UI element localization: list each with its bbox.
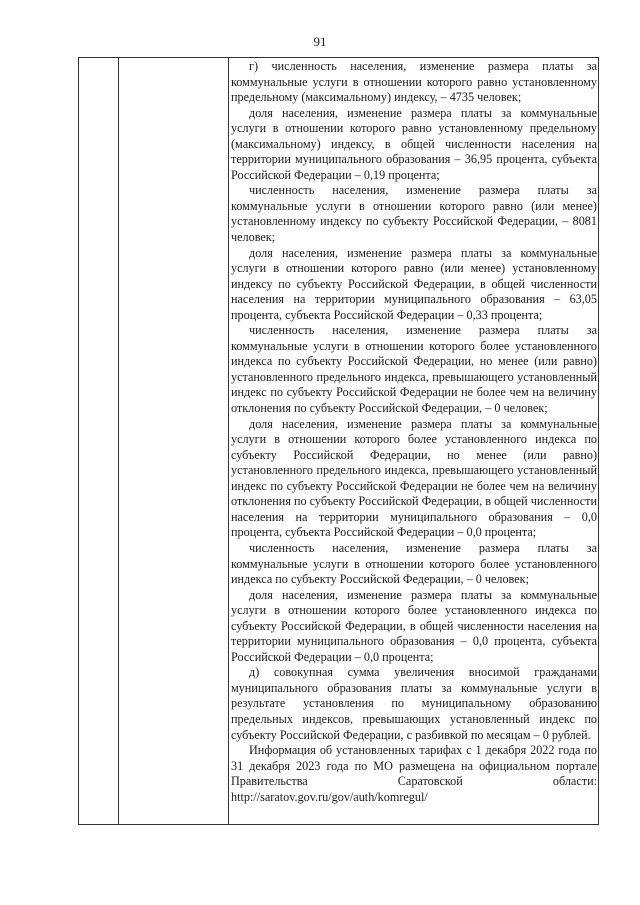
paragraph: численность населения, изменение размера платы за коммунальные услуги в отношении которого более установленного индекса по субъекту Российской Федерации, – 0 человек; — [231, 540, 597, 587]
paragraph: г) численность населения, изменение размера платы за коммунальные услуги в отношении которого равно установленному предельному (максимальному) индексу, – 4735 человек; — [231, 59, 597, 105]
paragraph: д) совокупная сумма увеличения вносимой гражданами муниципального образования платы за коммунальные услуги в результате установления по муниципальному образованию предельных индексов, превышающих установленный индекс по субъекту Российской Федерации, с разбивкой по месяцам – 0 рублей. — [231, 665, 597, 742]
table-column-divider — [228, 58, 229, 824]
paragraph: доля населения, изменение размера платы за коммунальные услуги в отношении которого равно (или менее) установленному индексу по субъекту Российской Федерации, в общей численности населения на территории муниципального образования – 63,05 процента, субъекта Российской Федерации – 0,33 процента; — [231, 245, 597, 322]
paragraph: доля населения, изменение размера платы за коммунальные услуги в отношении которого более установленного индекса по субъекту Российской Федерации, в общей численности населения на территории муниципального образования – 0,0 процента, субъекта Российской Федерации – 0,0 процента; — [231, 587, 597, 664]
paragraph: доля населения, изменение размера платы за коммунальные услуги в отношении которого более установленного индекса по субъекту Российской Федерации, но менее (или равно) установленного предельного индекса, превышающего установленный индекс по субъекту Российской Федерации не более чем на величину отклонения по субъекту Российской Федерации, в общей численности населения на территории муниципального образования – 0,0 процента, субъекта Российской Федерации – 0,0 процента; — [231, 416, 597, 540]
document-table — [78, 57, 599, 825]
paragraph: численность населения, изменение размера платы за коммунальные услуги в отношении которого более установленного индекса по субъекту Российской Федерации, но менее (или равно) установленного предельного индекса, превышающего установленный индекс по субъекту Российской Федерации не более чем на величину отклонения по субъекту Российской Федерации, – 0 человек; — [231, 323, 597, 416]
paragraph: численность населения, изменение размера платы за коммунальные услуги в отношении которого равно (или менее) установленному индексу по субъекту Российской Федерации, – 8081 человек; — [231, 183, 597, 245]
table-column-divider — [118, 58, 119, 824]
page-number: 91 — [313, 34, 327, 49]
table-text-cell — [231, 59, 597, 805]
paragraph: Информация об установленных тарифах с 1 декабря 2022 года по 31 декабря 2023 года по МО размещена на официальном портале Правительства Саратовской области: http://saratov.gov.ru/gov/auth/komregul/ — [231, 743, 597, 804]
paragraph: доля населения, изменение размера платы за коммунальные услуги в отношении которого равно установленному предельному (максимальному) индексу, в общей численности населения на территории муниципального образования – 36,95 процента, субъекта Российской Федерации – 0,19 процента; — [231, 105, 597, 182]
